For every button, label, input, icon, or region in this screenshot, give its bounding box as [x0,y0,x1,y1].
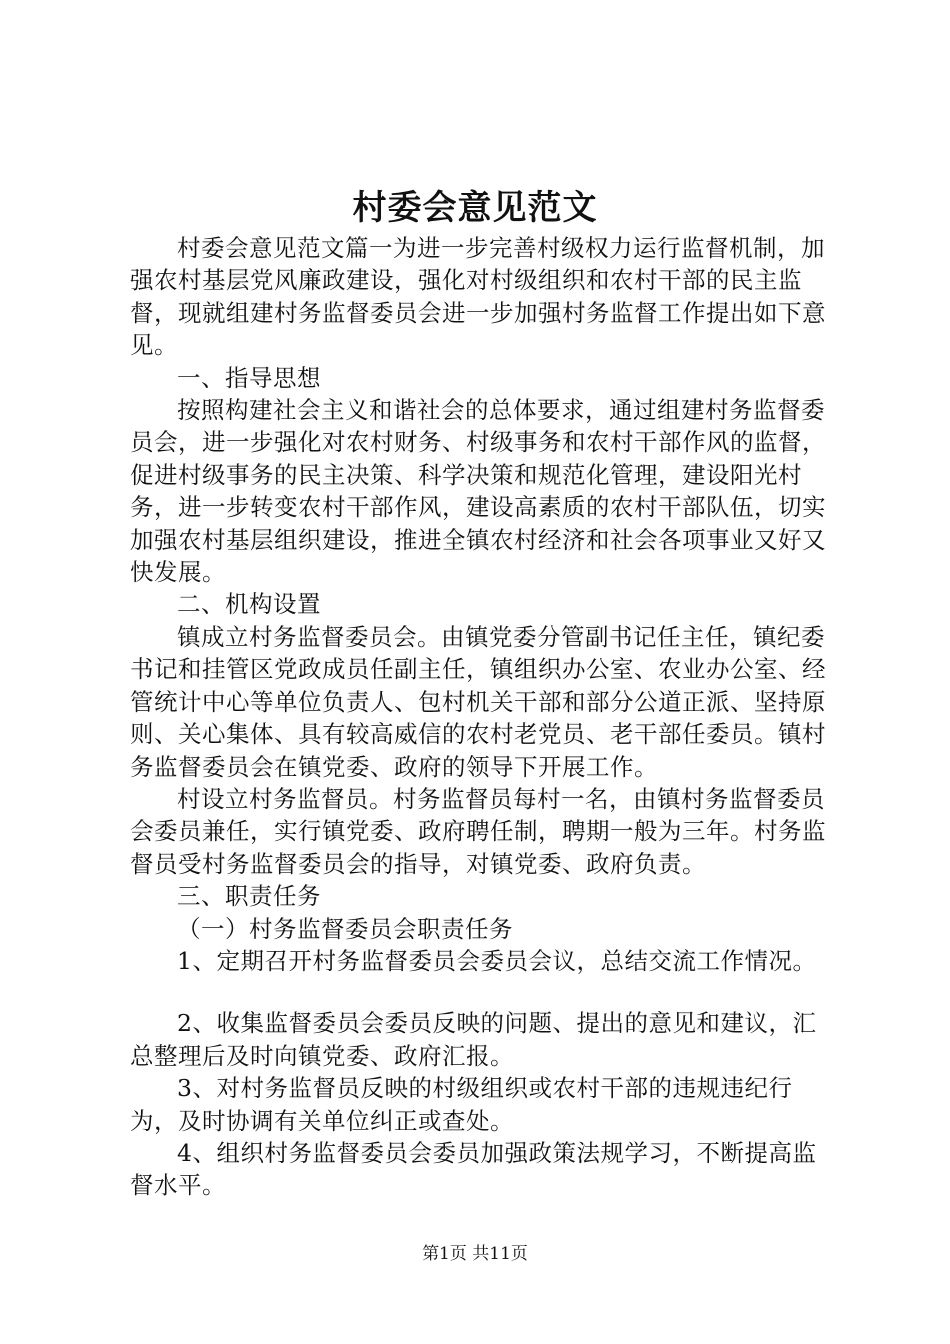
duty-item-3: 3、对村务监督员反映的村级组织或农村干部的违规违纪行为，及时协调有关单位纠正或查处。 [130,1074,793,1135]
section-heading-duties: 三、职责任务 [177,882,321,911]
guiding-thought-paragraph: 按照构建社会主义和谐社会的总体要求，通过组建村务监督委员会，进一步强化对农村财务、村级事务和农村干部作风的监督，促进村级事务的民主决策、科学决策和规范化管理，建设阳光村务，进一步转变农村干部作风，建设高素质的农村干部队伍，切实加强农村基层组织建设，推进全镇农村经济和社会各项事业又好又快发展。 [130,396,826,587]
subsection-heading-committee-duties: （一）村务监督委员会职责任务 [177,914,513,943]
organization-paragraph: 镇成立村务监督委员会。由镇党委分管副书记任主任，镇纪委书记和挂管区党政成员任副主任，镇组织办公室、农业办公室、经管统计中心等单位负责人、包村机关干部和部分公道正派、坚持原则、关心集体、具有较高威信的农村老党员、老干部任委员。镇村务监督委员会在镇党委、政府的领导下开展工作。 [130,622,826,781]
village-supervisor-paragraph: 村设立村务监督员。村务监督员每村一名，由镇村务监督委员会委员兼任，实行镇党委、政府聘任制，聘期一般为三年。村务监督员受村务监督委员会的指导，对镇党委、政府负责。 [130,784,826,878]
section-heading-organization: 二、机构设置 [177,590,321,619]
duty-item-2: 2、收集监督委员会委员反映的问题、提出的意见和建议，汇总整理后及时向镇党委、政府汇报。 [130,1009,817,1070]
document-title: 村委会意见范文 [352,188,598,228]
document-body [130,232,836,1202]
duty-item-4: 4、组织村务监督委员会委员加强政策法规学习，不断提高监督水平。 [130,1138,817,1200]
duty-item-1: 1、定期召开村务监督委员会委员会议，总结交流工作情况。 [177,946,817,975]
intro-paragraph: 村委会意见范文篇一为进一步完善村级权力运行监督机制，加强农村基层党风廉政建设，强化对村级组织和农村干部的民主监督，现就组建村务监督委员会进一步加强村务监督工作提出如下意见。 [130,234,826,360]
section-heading-guiding-thought: 一、指导思想 [177,363,321,392]
page-footer: 第1页 共11页 [422,1244,528,1264]
